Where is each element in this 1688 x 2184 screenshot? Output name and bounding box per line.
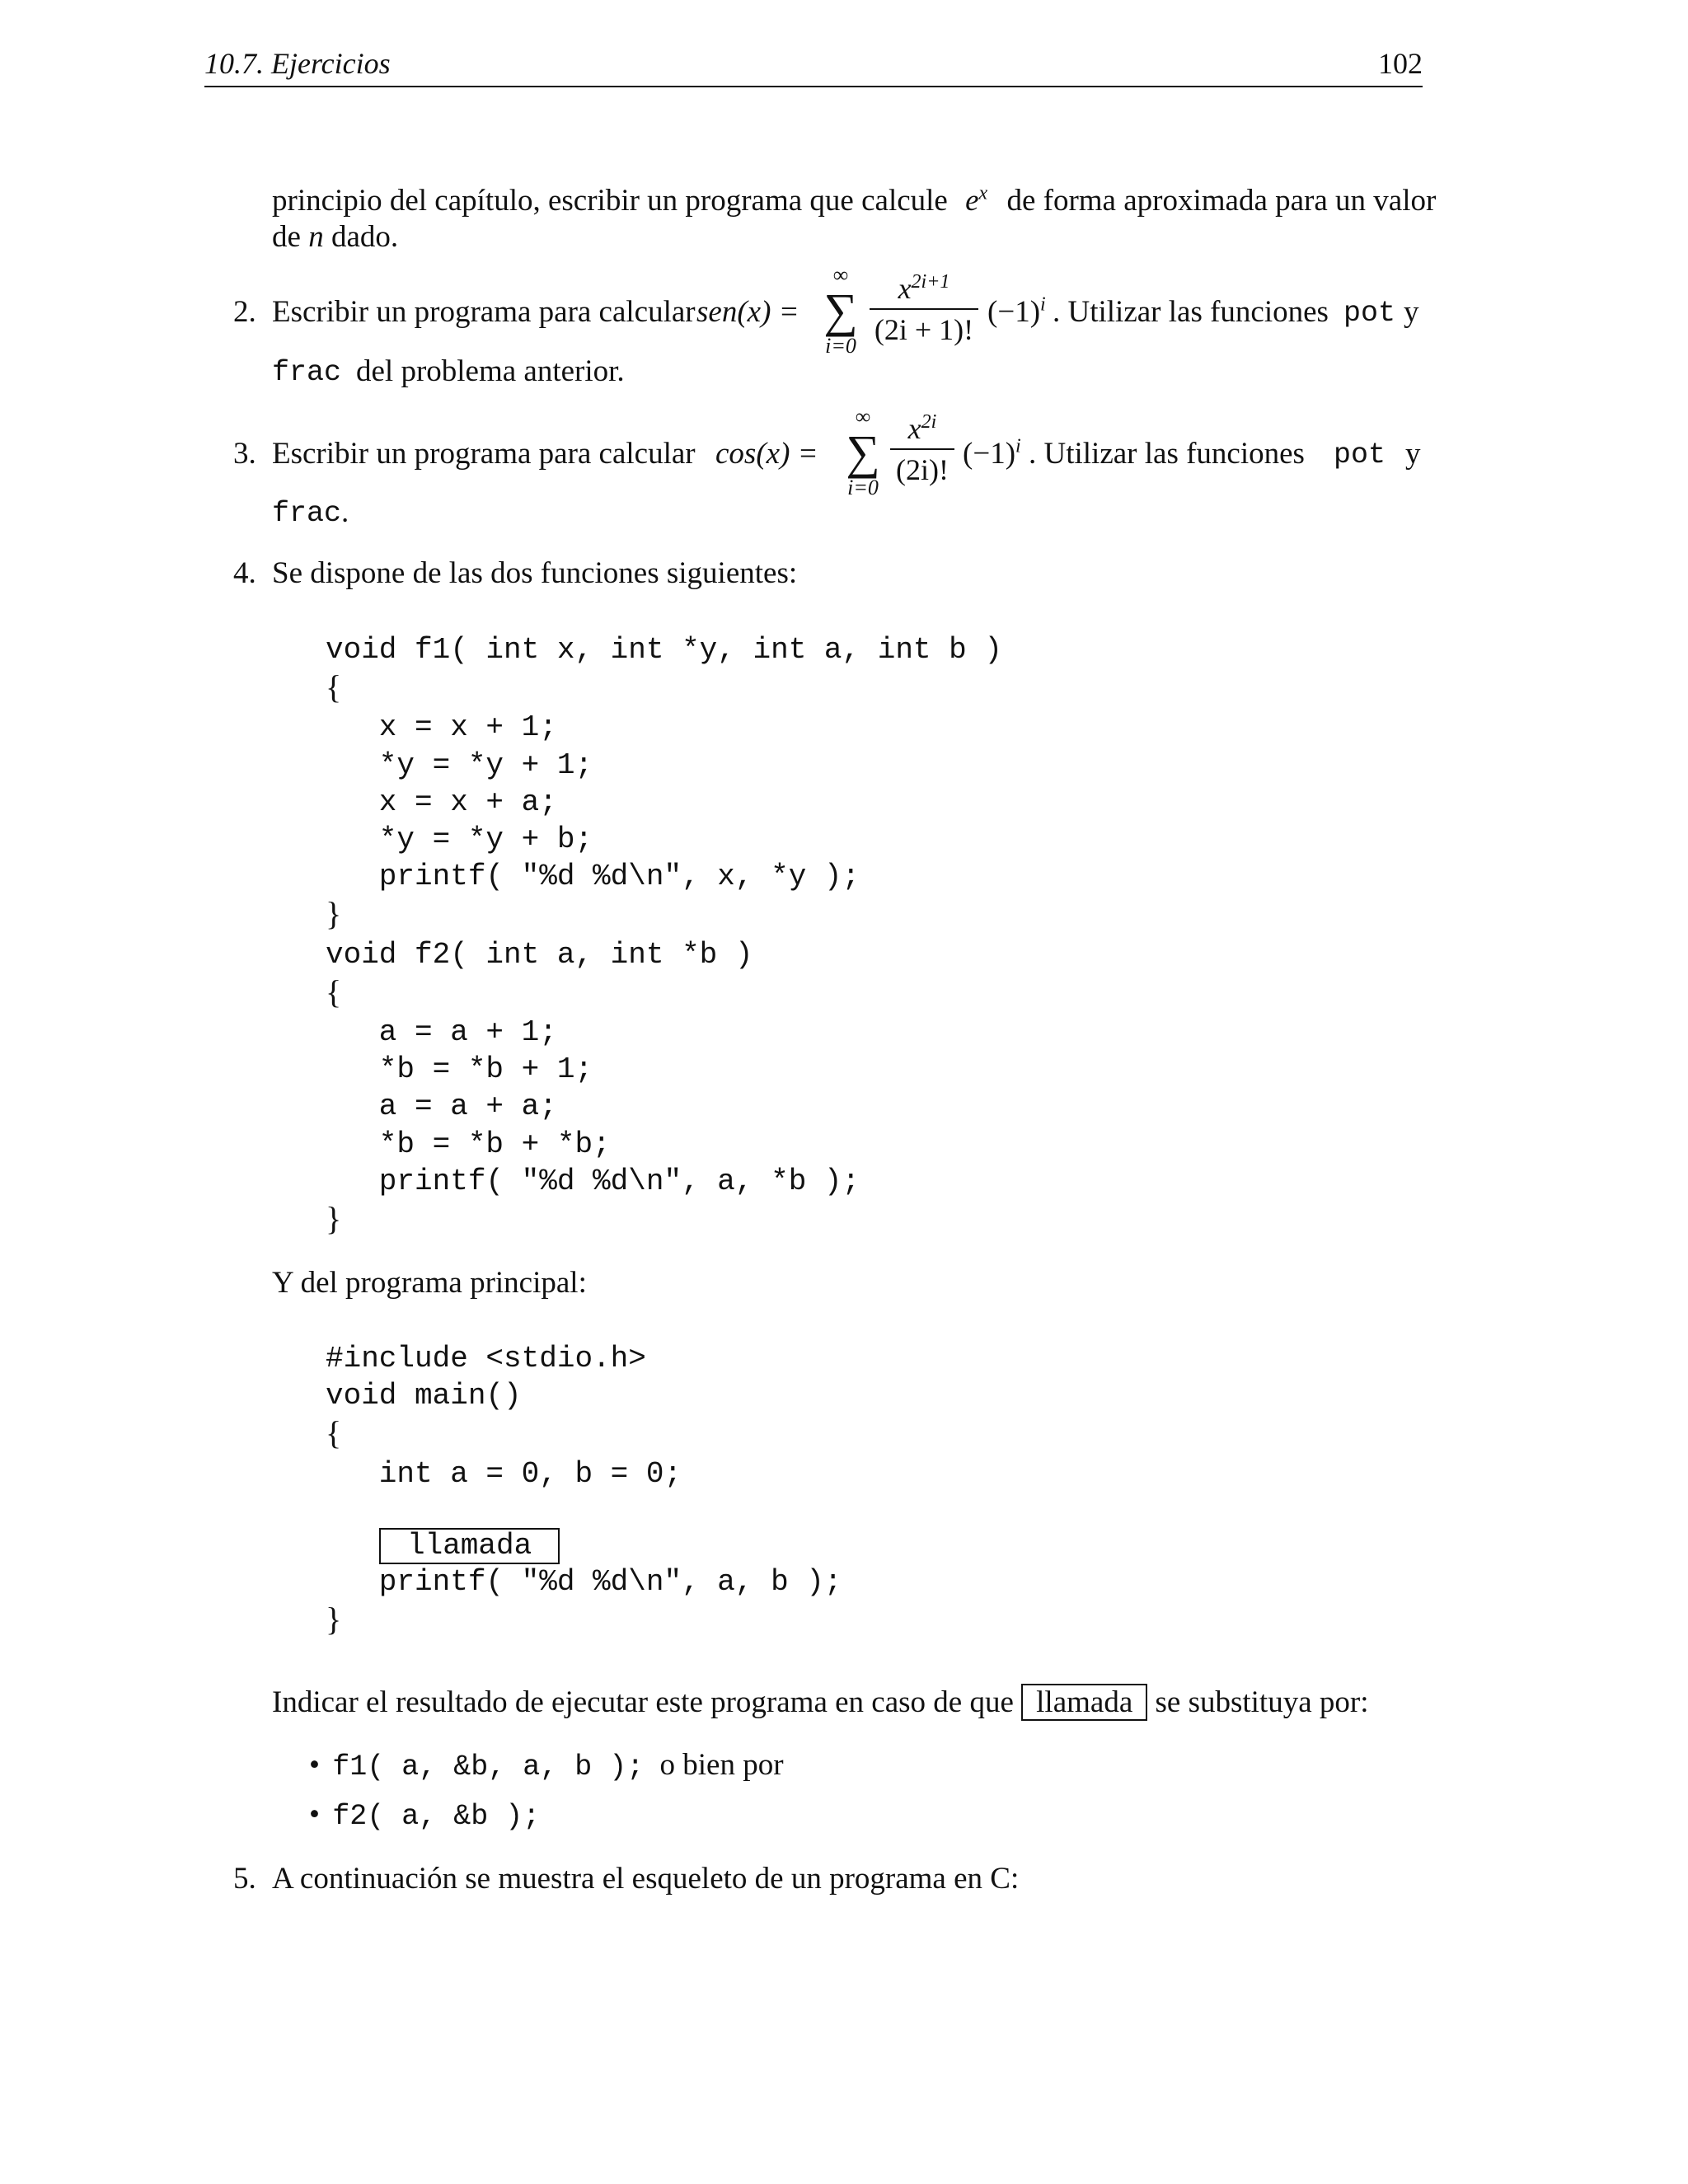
math-summation: ∞ ∑ i=0 — [823, 263, 858, 358]
math-sign-factor: $(-1)^i$ — [987, 293, 1046, 329]
math-fraction: $x^{2i+1}$ (2i + 1)! — [870, 270, 978, 348]
math-fraction: $x^{2i}$ (2i)! — [890, 410, 954, 488]
question-line — [272, 1683, 1368, 1722]
bullet-item — [309, 1746, 784, 1787]
exercise-number: 2. — [233, 295, 256, 329]
exercise-text: del problema anterior. — [356, 354, 625, 388]
math-n: n — [308, 220, 324, 254]
code-line: *b = *b + 1; — [326, 1052, 593, 1087]
exercise-text: y — [1405, 437, 1421, 471]
math-e-power-x: $e^x$ — [965, 182, 988, 218]
question-text: se substituya por: — [1155, 1685, 1369, 1719]
exercise-text: . Utilizar las funciones — [1029, 437, 1305, 471]
exercise-number: 3. — [233, 437, 256, 471]
code-line: int a = 0, b = 0; — [326, 1456, 682, 1491]
exercise-text: . Utilizar las funciones — [1053, 295, 1329, 329]
code-line: printf( "%d %d\n", a, b ); — [326, 1565, 842, 1599]
code-inline: frac — [272, 497, 342, 530]
code-line: a = a + a; — [326, 1090, 557, 1124]
question-boxed-term: llamada — [1021, 1684, 1147, 1721]
code-line: void f2( int a, int *b ) — [326, 937, 753, 972]
intro-text-d: dado. — [331, 220, 399, 254]
exercise-text: . — [341, 495, 349, 529]
bullet-icon: • — [309, 1797, 320, 1831]
code-block-main-end — [326, 1563, 842, 1641]
code-placeholder-box: llamada — [379, 1528, 560, 1564]
section-title: 10.7. Ejercicios — [204, 47, 391, 80]
exercise-text: Escribir un programa para calcular — [272, 437, 696, 471]
bullet-item — [309, 1795, 540, 1836]
code-line: void main() — [326, 1379, 522, 1413]
code-line: { — [326, 1414, 342, 1452]
math-summation: ∞ ∑ i=0 — [846, 405, 880, 499]
exercise-text: Y del programa principal: — [272, 1266, 587, 1300]
code-inline: pot — [1343, 297, 1396, 330]
math-lhs-sen: sen(x) = — [696, 295, 799, 329]
code-line: a = a + 1; — [326, 1015, 557, 1050]
code-line: #include <stdio.h> — [326, 1342, 646, 1376]
code-line: x = x + a; — [326, 785, 557, 819]
code-line: *b = *b + *b; — [326, 1127, 611, 1161]
running-header — [204, 43, 1423, 89]
bullet-code: f1( a, &b, a, b ); — [332, 1750, 645, 1783]
exercise-number: 4. — [233, 556, 256, 590]
code-line: void f1( int x, int *y, int a, int b ) — [326, 633, 1002, 667]
code-line: } — [326, 1601, 342, 1638]
bullet-icon: • — [309, 1748, 320, 1782]
code-line: } — [326, 1200, 342, 1238]
bullet-code: f2( a, &b ); — [332, 1800, 541, 1833]
math-sign-factor: $(-1)^i$ — [963, 435, 1021, 471]
math-lhs-cos: cos(x) = — [715, 437, 818, 471]
code-line: *y = *y + 1; — [326, 748, 593, 782]
question-text: Indicar el resultado de ejecutar este programa en caso de que — [272, 1685, 1014, 1719]
exercise-text: A continuación se muestra el esqueleto de un programa en C: — [272, 1862, 1020, 1896]
intro-line-1 — [272, 181, 1437, 221]
code-block-main — [326, 1340, 682, 1493]
exercise-text: Escribir un programa para calcular — [272, 295, 696, 329]
code-line: printf( "%d %d\n", x, *y ); — [326, 860, 860, 894]
page-number: 102 — [1378, 47, 1423, 80]
intro-line-2 — [272, 218, 398, 257]
intro-text-c: de — [272, 220, 301, 254]
code-inline: pot — [1334, 438, 1386, 471]
code-line: } — [326, 895, 342, 933]
exercise-number: 5. — [233, 1862, 256, 1896]
code-block-functions — [326, 631, 1002, 1240]
exercise-text: y — [1404, 295, 1419, 329]
intro-text-a: principio del capítulo, escribir un programa que calcule — [272, 184, 948, 218]
intro-text-b: de forma aproximada para un valor — [1006, 184, 1437, 218]
bullet-text: o bien por — [659, 1748, 784, 1782]
code-line: { — [326, 972, 342, 1010]
exercise-text: Se dispone de las dos funciones siguientes: — [272, 556, 798, 590]
code-line: { — [326, 668, 342, 706]
code-line: x = x + 1; — [326, 710, 557, 745]
header-rule — [204, 86, 1423, 87]
code-line: *y = *y + b; — [326, 823, 593, 857]
code-inline: frac — [272, 356, 342, 389]
code-line: printf( "%d %d\n", a, *b ); — [326, 1164, 860, 1198]
